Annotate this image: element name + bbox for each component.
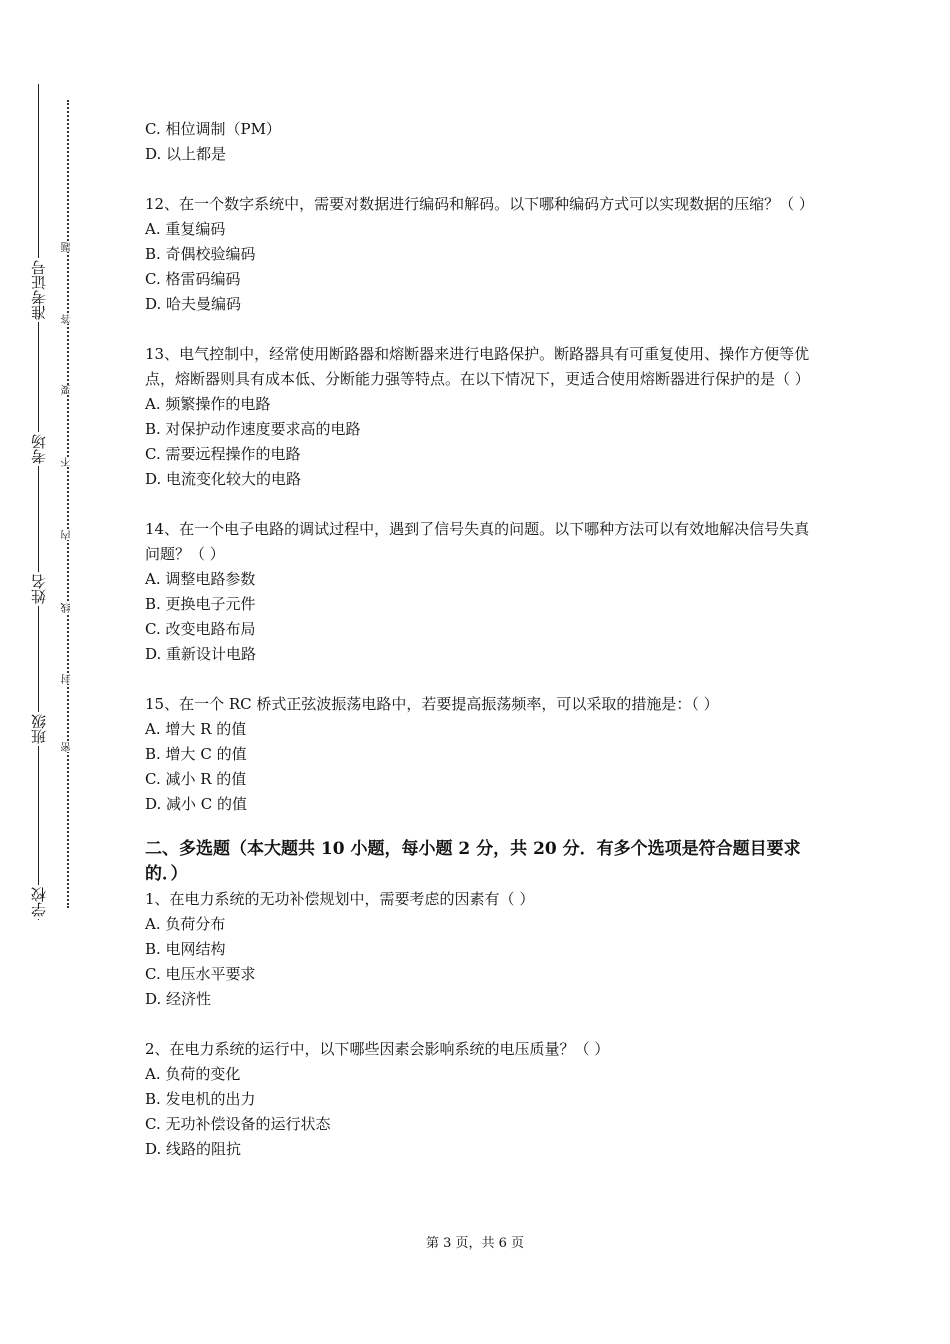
option-line: D. 重新设计电路 [145,645,257,663]
margin-field-class: 班级 [30,714,48,744]
option-line: D. 经济性 [145,990,212,1008]
page-content [145,117,815,1162]
option-line: C. 无功补偿设备的运行状态 [145,1115,331,1133]
question-stem: 13、电气控制中，经常使用断路器和熔断器来进行电路保护。断路器具有可重复使用、操作方便等优点，熔断器则具有成本低、分断能力强等特点。在以下情况下，更适合使用熔断器进行保护的是（ ） [145,345,810,388]
margin-field-name: 姓名 [30,574,48,604]
page-footer: 第 3 页，共 6 页 [425,1236,525,1251]
option-line: B. 更换电子元件 [145,595,256,613]
question-stem: 12、在一个数字系统中，需要对数据进行编码和解码。以下哪种编码方式可以实现数据的压缩？（ ） [145,195,814,213]
option-line: B. 增大 C 的值 [145,745,247,763]
question-stem: 14、在一个电子电路的调试过程中，遇到了信号失真的问题。以下哪种方法可以有效地解决信号失真问题？（ ） [145,520,810,563]
margin-field-exam-room: 考场 [30,434,48,464]
seal-char: 题 [60,242,76,252]
question-stem: 2、在电力系统的运行中，以下哪些因素会影响系统的电压质量？（ ） [145,1040,610,1058]
margin-field-admission-no: 准考证号 [30,260,48,320]
option-line: C. 减小 R 的值 [145,770,247,788]
question-stem: 15、在一个 RC 桥式正弦波振荡电路中，若要提高振荡频率，可以采取的措施是：（ ） [145,695,719,713]
option-line: D. 线路的阻抗 [145,1140,242,1158]
option-line: A. 调整电路参数 [145,570,256,588]
option-line: C. 需要远程操作的电路 [145,445,301,463]
option-line: B. 发电机的出力 [145,1090,256,1108]
margin-seal-line [67,100,69,908]
option-line: A. 负荷的变化 [145,1065,241,1083]
option-line: C. 电压水平要求 [145,965,256,983]
option-line: A. 频繁操作的电路 [145,395,271,413]
option-line: D. 电流变化较大的电路 [145,470,302,488]
margin-field-school: 学校 [30,887,48,917]
option-line: C. 改变电路布局 [145,620,256,638]
seal-char: 要 [60,385,76,395]
margin-solid-line [38,84,39,920]
option-line: A. 增大 R 的值 [145,720,247,738]
section-title: 二、多选题（本大题共 10 小题，每小题 2 分，共 20 分．有多个选项是符合题目要求的．） [145,839,801,884]
seal-char: 封 [60,674,76,684]
option-line: A. 重复编码 [145,220,226,238]
option-line: D. 减小 C 的值 [145,795,248,813]
option-line: B. 奇偶校验编码 [145,245,256,263]
seal-char: 不 [60,457,76,467]
seal-char: 线 [60,603,76,613]
option-line: C. 格雷码编码 [145,270,241,288]
option-line: A. 负荷分布 [145,915,226,933]
option-line: B. 电网结构 [145,940,226,958]
option-line: D. 哈夫曼编码 [145,295,242,313]
option-line: B. 对保护动作速度要求高的电路 [145,420,361,438]
seal-char: 内 [60,530,76,540]
question-stem: 1、在电力系统的无功补偿规划中，需要考虑的因素有（ ） [145,890,535,908]
seal-char: 答 [60,314,76,324]
seal-char: 密 [60,742,76,752]
option-line: C. 相位调制（PM） [145,120,281,138]
option-line: D. 以上都是 [145,145,227,163]
